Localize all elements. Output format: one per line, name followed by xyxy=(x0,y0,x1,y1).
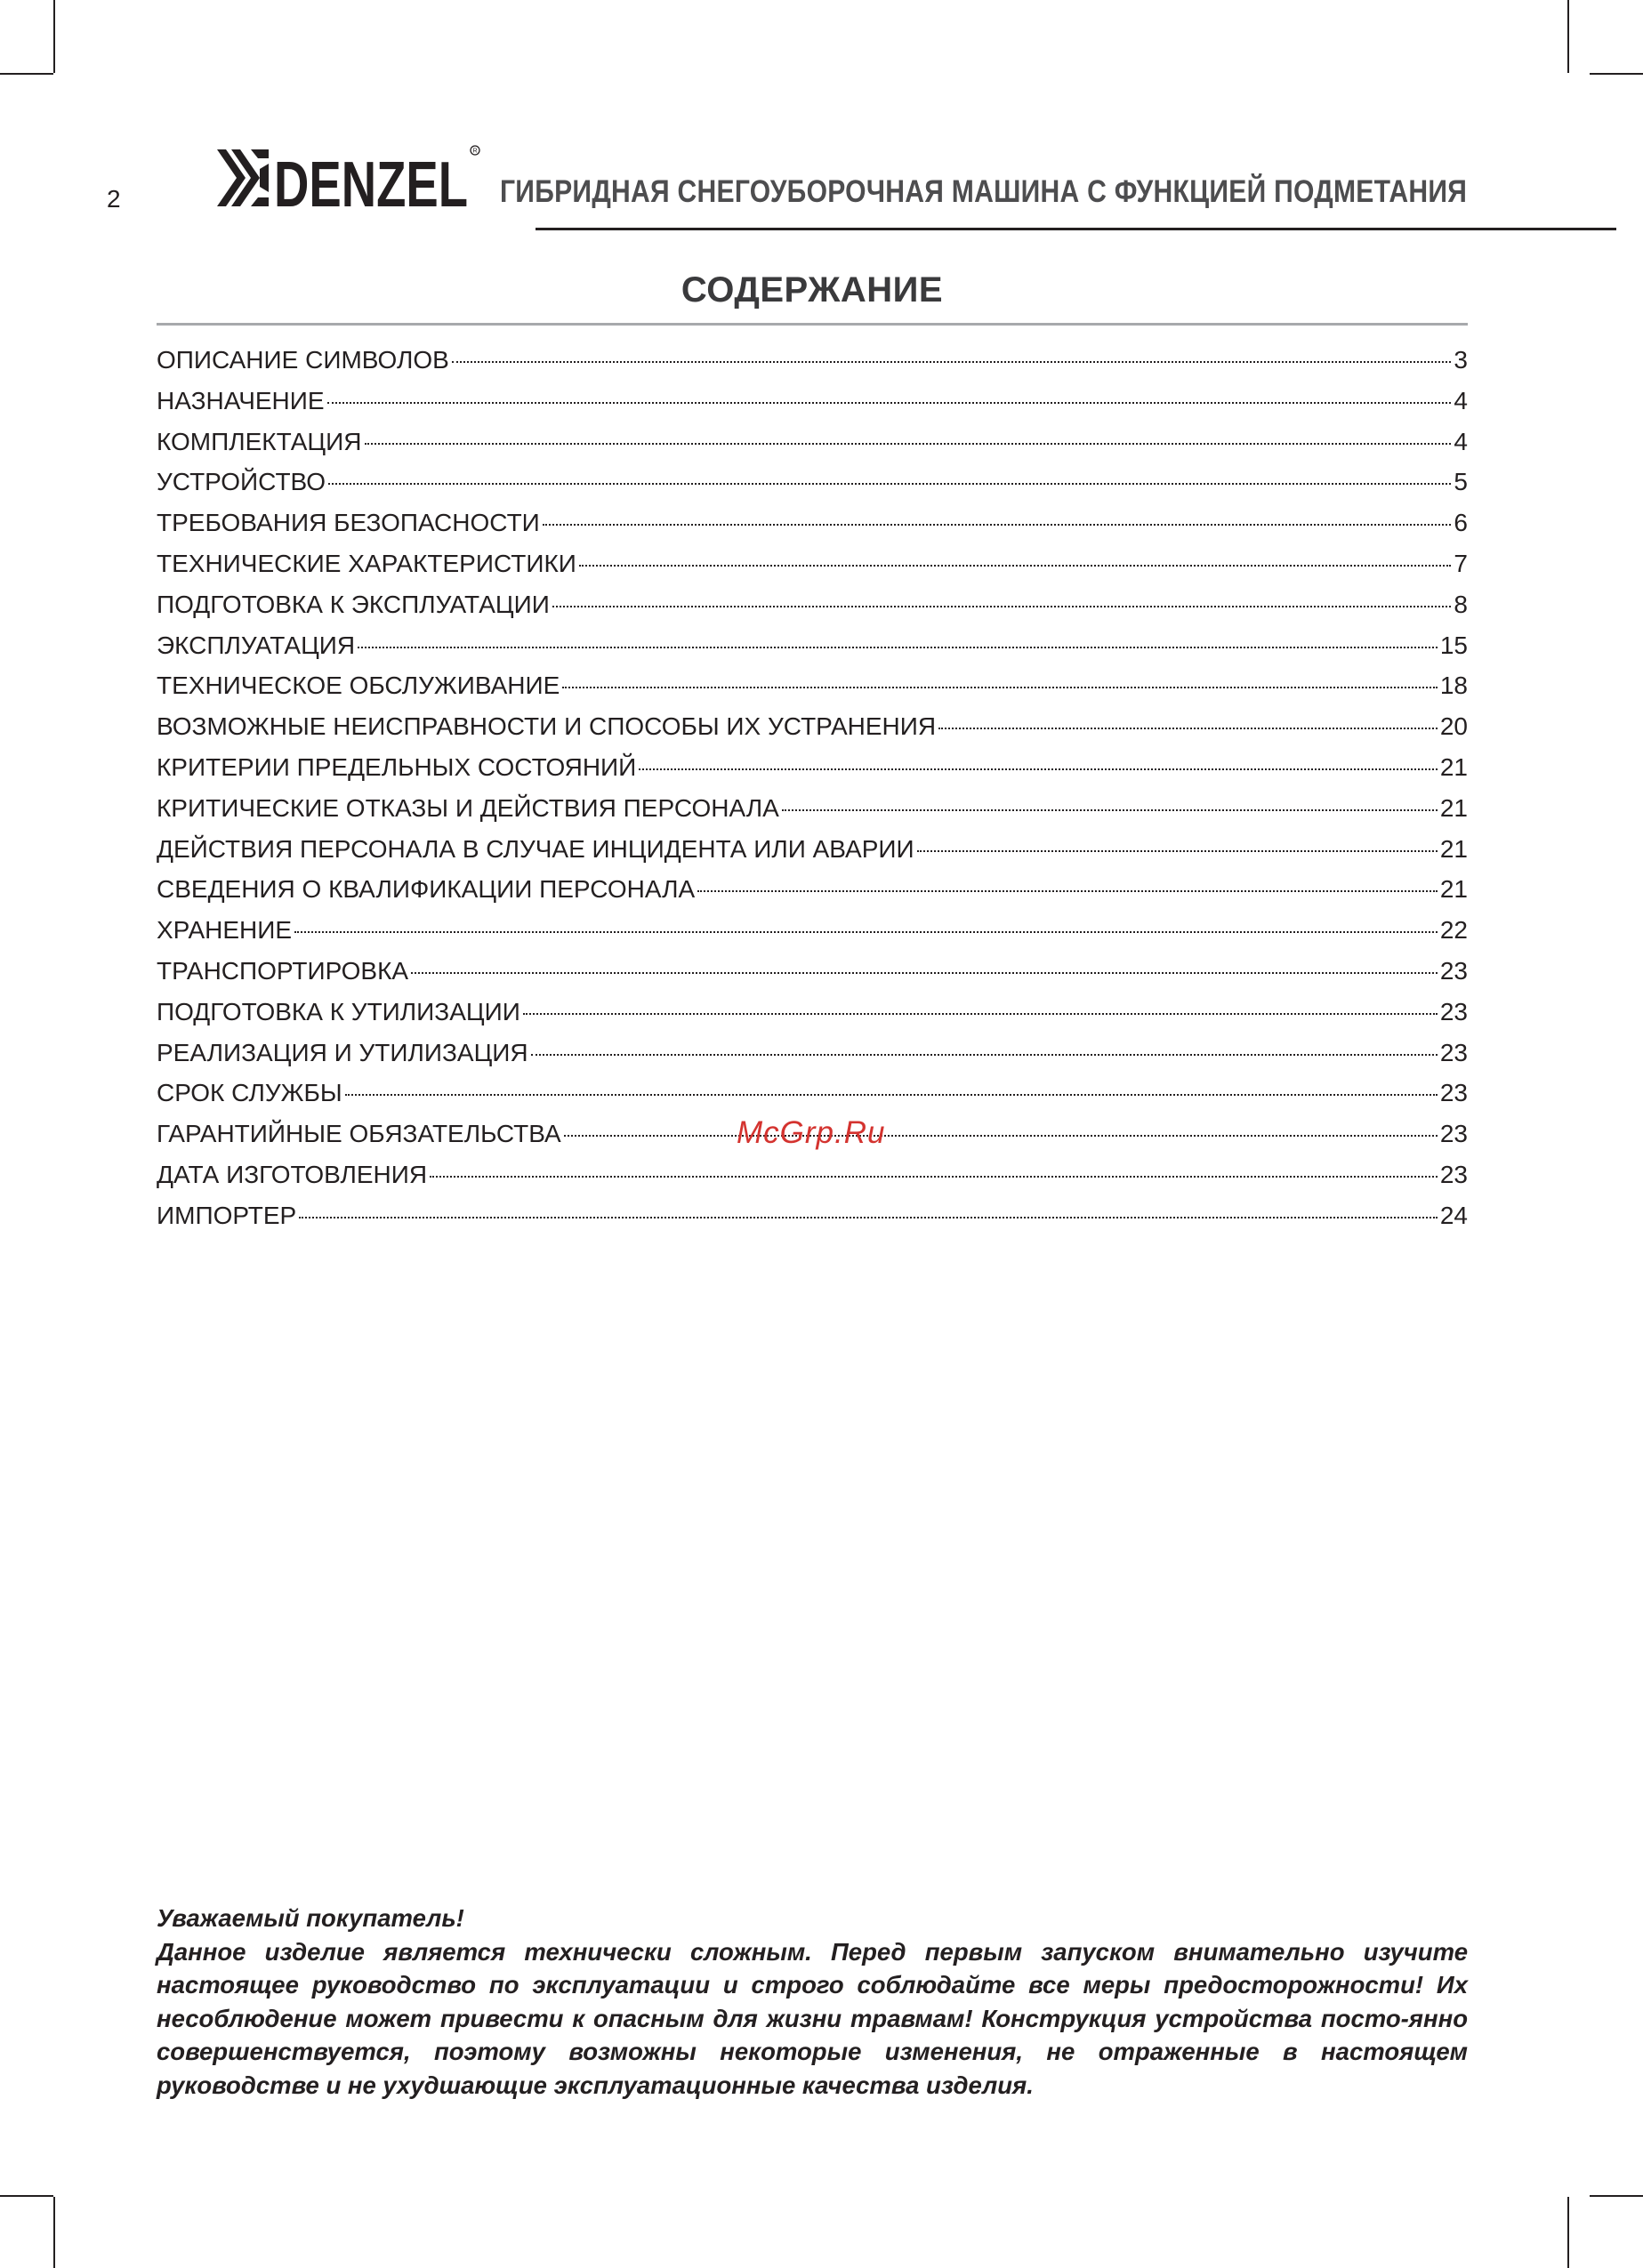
toc-item[interactable] xyxy=(157,381,1468,422)
toc-title: СОДЕРЖАНИЕ xyxy=(681,270,944,310)
toc-item[interactable] xyxy=(157,910,1468,951)
toc-item-label: УСТРОЙСТВО xyxy=(157,468,326,496)
toc-item[interactable] xyxy=(157,1195,1468,1236)
toc-item-page: 22 xyxy=(1439,916,1468,945)
toc-item-label: ГАРАНТИЙНЫЕ ОБЯЗАТЕЛЬСТВА xyxy=(157,1120,561,1148)
toc-item-label: РЕАЛИЗАЦИЯ И УТИЛИЗАЦИЯ xyxy=(157,1038,528,1066)
toc-item-label: ЭКСПЛУАТАЦИЯ xyxy=(157,631,356,659)
toc-item-page: 21 xyxy=(1439,793,1468,822)
toc-item-label: ИМПОРТЕР xyxy=(157,1201,297,1229)
toc-dot-leader xyxy=(579,565,1451,567)
toc-dot-leader xyxy=(365,443,1452,445)
toc-item-label: ТРЕБОВАНИЯ БЕЗОПАСНОСТИ xyxy=(157,509,540,537)
toc-item[interactable] xyxy=(157,340,1468,381)
toc-dot-leader xyxy=(782,809,1438,811)
toc-item-label: ТЕХНИЧЕСКОЕ ОБСЛУЖИВАНИЕ xyxy=(157,672,560,700)
toc-item-label: КРИТИЧЕСКИЕ ОТКАЗЫ И ДЕЙСТВИЯ ПЕРСОНАЛА xyxy=(157,793,779,822)
toc-item[interactable] xyxy=(157,1033,1468,1074)
toc-item[interactable] xyxy=(157,951,1468,992)
crop-mark xyxy=(53,0,55,73)
svg-text:DENZEL: DENZEL xyxy=(274,149,468,217)
toc-item[interactable] xyxy=(157,992,1468,1033)
toc-item[interactable] xyxy=(157,747,1468,788)
toc-item-label: ПОДГОТОВКА К УТИЛИЗАЦИИ xyxy=(157,997,520,1025)
toc-item-page: 5 xyxy=(1454,468,1468,496)
crop-mark xyxy=(0,2195,53,2197)
toc-item[interactable] xyxy=(157,462,1468,503)
toc-item-page: 23 xyxy=(1439,1038,1468,1066)
toc-item-page: 4 xyxy=(1454,386,1468,414)
toc-item[interactable] xyxy=(157,788,1468,829)
toc-dot-leader xyxy=(452,361,1452,363)
toc-item-page: 7 xyxy=(1454,549,1468,577)
toc-item[interactable] xyxy=(157,869,1468,910)
toc-dot-leader xyxy=(552,606,1452,607)
toc-item-label: ДАТА ИЗГОТОВЛЕНИЯ xyxy=(157,1160,428,1188)
toc-dot-leader xyxy=(327,402,1452,404)
toc-item[interactable] xyxy=(157,1154,1468,1195)
denzel-emblem-icon xyxy=(217,149,269,206)
crop-mark xyxy=(1567,2197,1569,2268)
toc-dot-leader xyxy=(938,728,1438,729)
crop-mark xyxy=(1590,73,1643,75)
toc-item-label: ДЕЙСТВИЯ ПЕРСОНАЛА В СЛУЧАЕ ИНЦИДЕНТА ИЛИ АВАРИИ xyxy=(157,834,914,863)
toc-item-label: СВЕДЕНИЯ О КВАЛИФИКАЦИИ ПЕРСОНАЛА xyxy=(157,875,696,904)
toc-dot-leader xyxy=(358,647,1438,648)
toc-item-label: КОМПЛЕКТАЦИЯ xyxy=(157,427,362,455)
toc-item-label: ТРАНСПОРТИРОВКА xyxy=(157,956,409,985)
toc-item-page: 18 xyxy=(1439,672,1468,700)
toc-item-page: 6 xyxy=(1454,509,1468,537)
toc-item-label: ХРАНЕНИЕ xyxy=(157,916,293,945)
toc-dot-leader xyxy=(564,1135,1438,1137)
toc-item-label: НАЗНАЧЕНИЕ xyxy=(157,386,325,414)
toc-item-label: СРОК СЛУЖБЫ xyxy=(157,1079,342,1107)
toc-item[interactable] xyxy=(157,422,1468,462)
toc-item-page: 23 xyxy=(1439,1120,1468,1148)
notice-body: Данное изделие является технически сложным. Перед первым запуском внимательно изучите настоящее руководство по эксплуатации и строго соблюдайте все меры предосторожности! Их несоблюдение может привести к опасным для жизни травмам! Конструкция устройства посто-янно совершенствуется, поэтому возможны некоторые изменения, не отраженные в настоящем руководстве и не ухудшающие эксплуатационные качества изделия. xyxy=(157,1937,1468,2099)
toc-dot-leader xyxy=(917,850,1438,852)
toc-item[interactable] xyxy=(157,625,1468,666)
toc-dot-leader xyxy=(531,1054,1438,1056)
toc-dot-leader xyxy=(523,1013,1438,1015)
toc-item-page: 15 xyxy=(1439,631,1468,659)
toc-item[interactable] xyxy=(157,503,1468,543)
toc-item[interactable] xyxy=(157,543,1468,584)
toc-item-label: ВОЗМОЖНЫЕ НЕИСПРАВНОСТИ И СПОСОБЫ ИХ УСТРАНЕНИЯ xyxy=(157,712,937,741)
toc-item-page: 8 xyxy=(1454,590,1468,618)
toc-dot-leader xyxy=(299,1217,1438,1218)
toc-item[interactable] xyxy=(157,829,1468,870)
toc-item-label: ТЕХНИЧЕСКИЕ ХАРАКТЕРИСТИКИ xyxy=(157,549,576,577)
toc-item[interactable] xyxy=(157,665,1468,706)
toc-item-page: 24 xyxy=(1439,1201,1468,1229)
customer-notice xyxy=(157,1902,1468,2103)
toc-dot-leader xyxy=(411,972,1438,974)
toc-dot-leader xyxy=(697,890,1438,892)
toc-item[interactable] xyxy=(157,584,1468,625)
toc-item-label: ОПИСАНИЕ СИМВОЛОВ xyxy=(157,346,449,374)
toc-dot-leader xyxy=(562,687,1438,688)
toc-dot-leader xyxy=(543,524,1452,526)
crop-mark xyxy=(1567,0,1569,73)
toc-item-page: 23 xyxy=(1439,997,1468,1025)
toc-item-page: 4 xyxy=(1454,427,1468,455)
toc-item-label: КРИТЕРИИ ПРЕДЕЛЬНЫХ СОСТОЯНИЙ xyxy=(157,752,637,781)
crop-mark xyxy=(53,2197,55,2268)
toc-dot-leader xyxy=(328,483,1451,485)
crop-mark xyxy=(1590,2195,1643,2197)
crop-mark xyxy=(0,73,53,75)
toc-item-page: 20 xyxy=(1439,712,1468,741)
toc-item-page: 21 xyxy=(1439,875,1468,904)
toc-dot-leader xyxy=(430,1176,1438,1178)
denzel-logo xyxy=(215,142,482,217)
svg-text:R: R xyxy=(472,148,478,155)
toc-dot-leader xyxy=(345,1094,1438,1096)
toc-item-page: 23 xyxy=(1439,956,1468,985)
page-number: 2 xyxy=(107,185,121,213)
toc-item-page: 3 xyxy=(1454,346,1468,374)
toc-item-label: ПОДГОТОВКА К ЭКСПЛУАТАЦИИ xyxy=(157,590,550,618)
notice-greeting: Уважаемый покупатель! xyxy=(157,1904,464,1932)
toc-item-page: 21 xyxy=(1439,834,1468,863)
toc-item-page: 21 xyxy=(1439,752,1468,781)
toc-item[interactable] xyxy=(157,1073,1468,1114)
toc-item-page: 23 xyxy=(1439,1079,1468,1107)
toc-list xyxy=(157,340,1468,1236)
watermark: McGrp.Ru xyxy=(737,1115,886,1150)
toc-item-page: 23 xyxy=(1439,1160,1468,1188)
toc-dot-leader xyxy=(639,768,1438,770)
header-rule xyxy=(536,228,1616,230)
header-title: ГИБРИДНАЯ СНЕГОУБОРОЧНАЯ МАШИНА С ФУНКЦИЕЙ ПОДМЕТАНИЯ xyxy=(499,174,1467,209)
toc-item[interactable] xyxy=(157,706,1468,747)
toc-rule xyxy=(157,323,1468,326)
toc-dot-leader xyxy=(294,931,1438,933)
